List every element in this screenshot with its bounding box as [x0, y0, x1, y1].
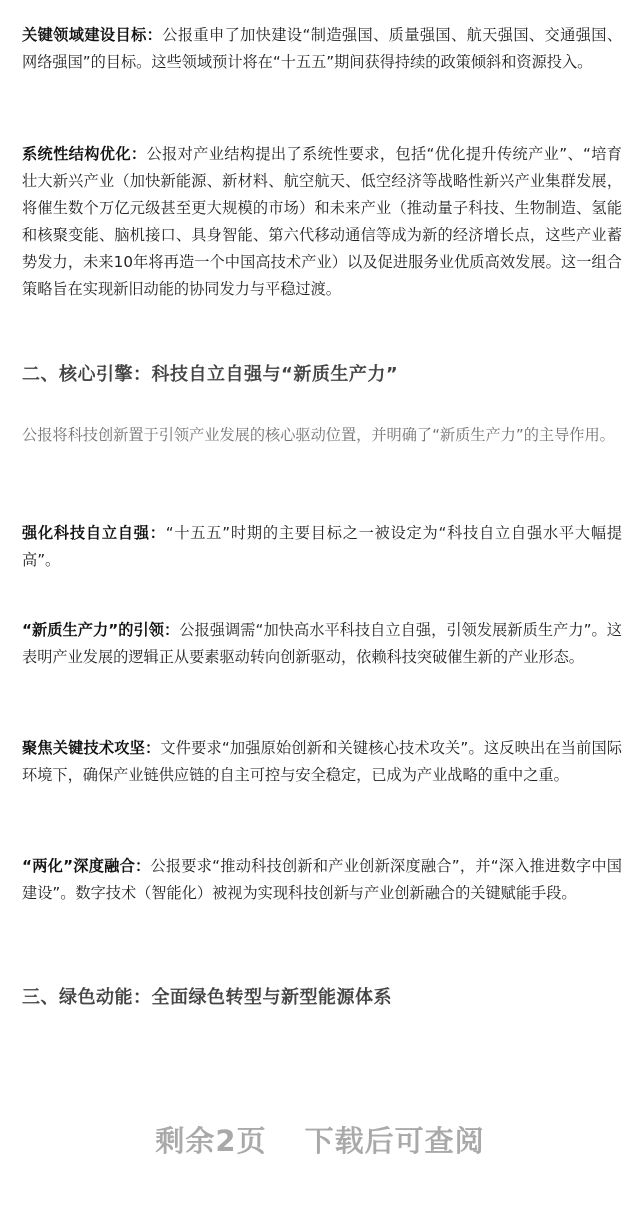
remaining-pages-label: 剩余2页: [155, 1124, 267, 1158]
paragraph-new-productivity: [22, 617, 622, 671]
section-heading-core-engine: 二、核心引擎：科技自立自强与“新质生产力”: [22, 364, 399, 385]
paragraph-lead: 系统性结构优化：: [22, 145, 147, 163]
paragraph-lead: 聚焦关键技术攻坚：: [22, 739, 161, 757]
paragraph-lead: 关键领域建设目标：: [22, 26, 163, 44]
paragraph-deep-integration: [22, 853, 622, 907]
paragraph-body: 公报强调需“加快高水平科技自立自强，引领发展新质生产力”。这表明产业发展的逻辑正从要素驱动转向创新驱动，依赖科技突破催生新的产业形态。: [22, 621, 622, 666]
paragraph-body: 公报要求“推动科技创新和产业创新深度融合”，并“深入推进数字中国建设”。数字技术（智能化）被视为实现科技创新与产业创新融合的关键赋能手段。: [22, 857, 622, 902]
download-prompt[interactable]: [0, 1115, 640, 1167]
paragraph-key-sectors: [22, 22, 622, 76]
paragraph-structure-optimization: [22, 141, 622, 303]
paragraph-body: “十五五”时期的主要目标之一被设定为“科技自立自强水平大幅提高”。: [22, 524, 623, 569]
paragraph-lead: 强化科技自立自强：: [22, 524, 166, 542]
paragraph-lead: “新质生产力”的引领：: [22, 621, 180, 639]
paragraph-body: 文件要求“加强原始创新和关键核心技术攻关”。这反映出在当前国际环境下，确保产业链供应链的自主可控与安全稳定，已成为产业战略的重中之重。: [22, 739, 622, 784]
paragraph-body: 公报对产业结构提出了系统性要求，包括“优化提升传统产业”、“培育壮大新兴产业（加快新能源、新材料、航空航天、低空经济等战略性新兴产业集群发展，将催生数个万亿元级甚至更大规模的市场）和未来产业（推动量子科技、生物制造、氢能和核聚变能、脑机接口、具身智能、第六代移动通信等成为新的经济增长点，这些产业蓄势发力，未来10年将再造一个中国高技术产业）以及促进服务业优质高效发展。这一组合策略旨在实现新旧动能的协同发力与平稳过渡。: [22, 145, 622, 298]
section-intro: 公报将科技创新置于引领产业发展的核心驱动位置，并明确了“新质生产力”的主导作用。: [22, 426, 615, 444]
download-to-read-label: 下载后可查阅: [304, 1124, 485, 1158]
paragraph-tech-self-reliance: [22, 520, 622, 574]
section-heading-green-momentum: 三、绿色动能：全面绿色转型与新型能源体系: [22, 987, 392, 1008]
paragraph-key-technology: [22, 735, 622, 789]
paragraph-lead: “两化”深度融合：: [22, 857, 151, 875]
paragraph-body: 公报重申了加快建设“制造强国、质量强国、航天强国、交通强国、网络强国”的目标。这些领域预计将在“十五五”期间获得持续的政策倾斜和资源投入。: [22, 26, 623, 71]
